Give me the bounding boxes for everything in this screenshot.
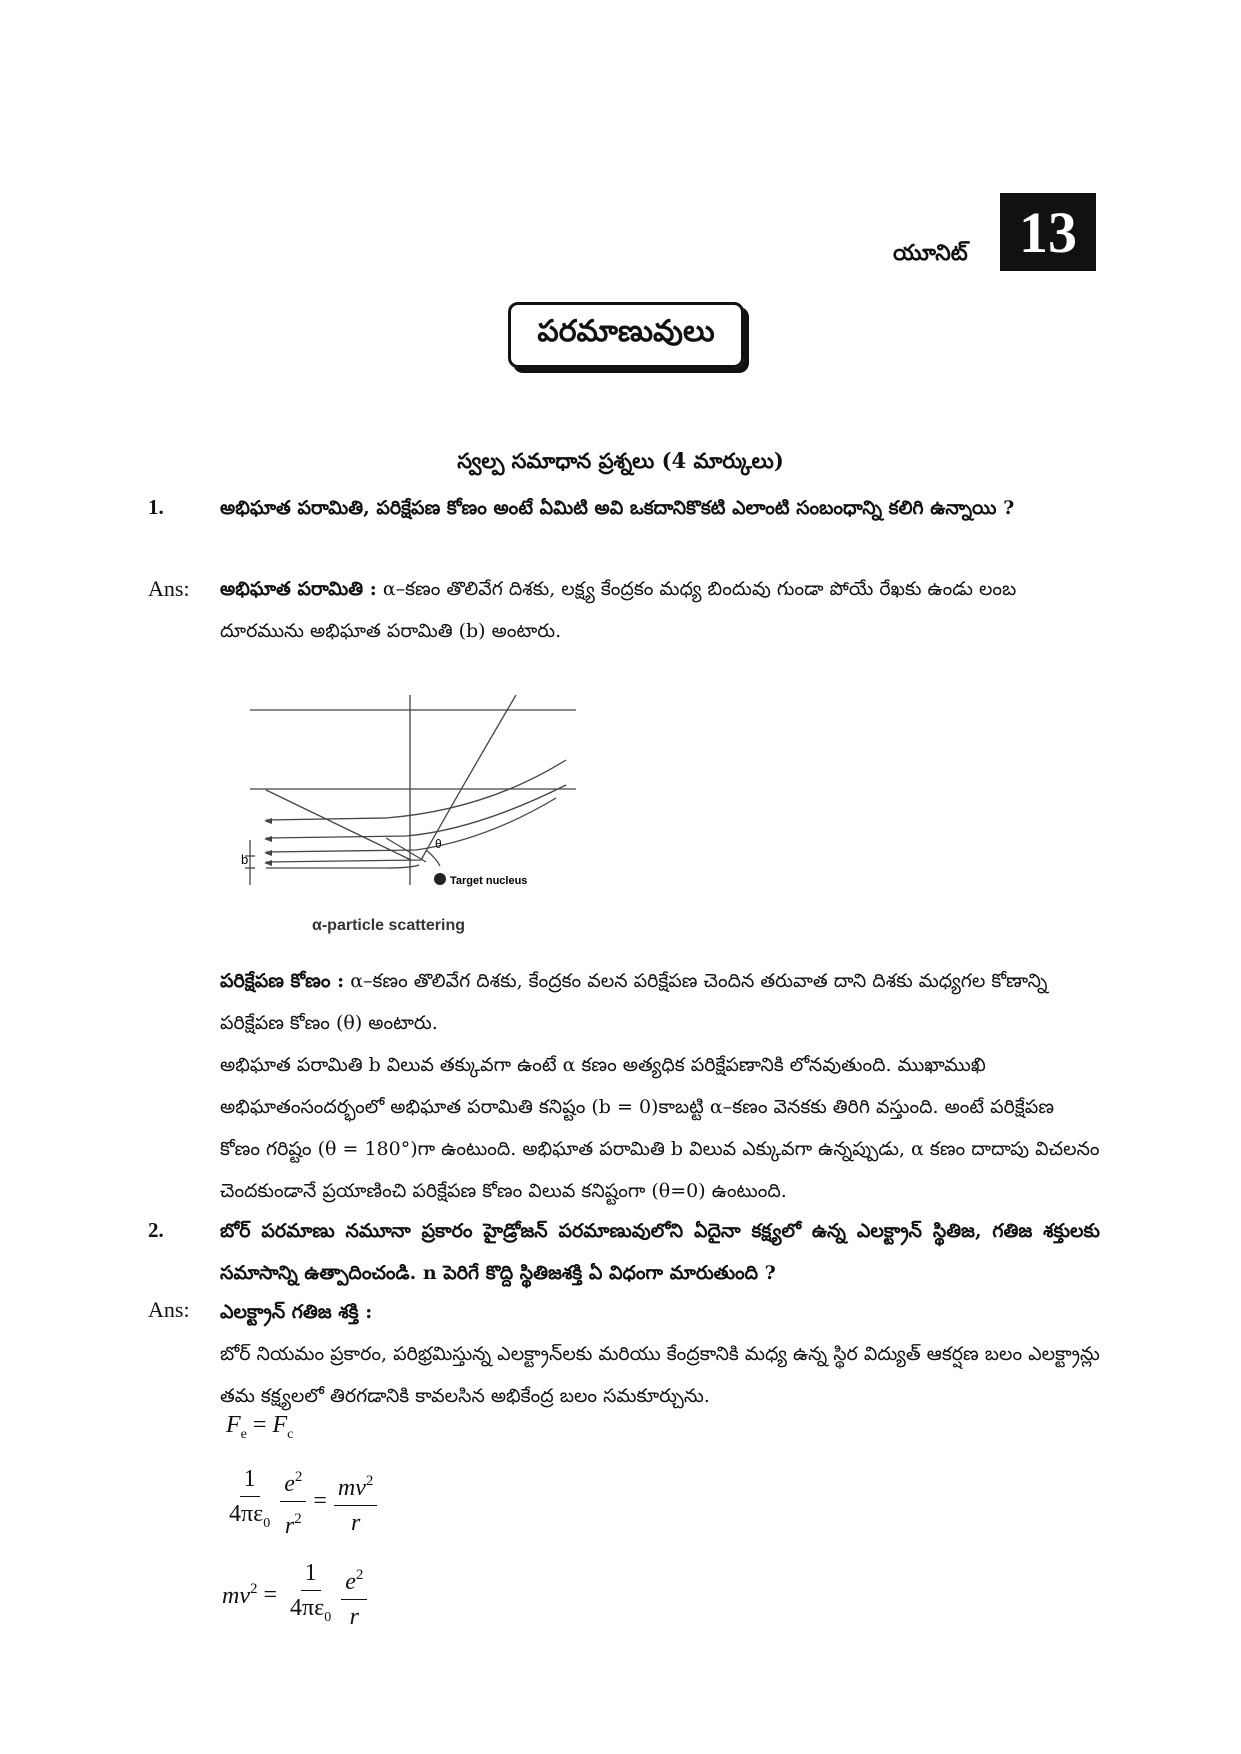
- question-1-text: అభిఘాత పరామితి, పరిక్షేపణ కోణం అంటే ఏమిటి అవి ఒకదానికొకటి ఎలాంటి సంబంధాన్ని కలిగి ఉన్నాయి ?: [220, 497, 1015, 519]
- trajectory-line: [266, 790, 411, 860]
- arrowhead: [264, 850, 272, 856]
- kinetic-energy-text: బోర్ నియమం ప్రకారం, పరిభ్రమిస్తున్న ఎలక్ట్రాన్‌లకు మరియు కేంద్రకానికి మధ్య ఉన్న స్థిర విద్యుత్ ఆకర్షణ బలం ఎలక్ట్రాన్లు తమ కక్ష్యలలో తిరగడానికి కావలసిన అభికేంద్ర బలం సమకూర్చును.: [220, 1343, 1100, 1407]
- chapter-title: పరమాణువులు: [508, 302, 744, 368]
- alpha-scattering-figure: [236, 690, 596, 940]
- section-heading: స్వల్ప సమాధాన ప్రశ్నలు (4 మార్కులు): [457, 448, 784, 473]
- figure-caption: α-particle scattering: [312, 917, 465, 934]
- question-2-text: బోర్ పరమాణు నమూనా ప్రకారం హైడ్రోజన్ పరమాణువులోని ఏదైనా కక్ష్యలో ఉన్న ఎలక్ట్రాన్ స్థితిజ, గతిజ శక్తులకు సమాసాన్ని ఉత్పాదించండి. n పెరిగే కొద్ది స్థితిజశక్తి ఏ విధంగా మారుతుంది ?: [220, 1220, 1100, 1284]
- impact-parameter-definition: α–కణం తొలివేగ దిశకు, లక్ష్య కేంద్రకం మధ్య బిందువు గుండా పోయే రేఖకు ఉండు లంబ దూరమును అభిఘాత పరామితి (b) అంటారు.: [220, 578, 1017, 642]
- target-nucleus-label: Target nucleus: [450, 875, 528, 887]
- trajectory-line: [266, 760, 566, 820]
- arrowhead: [264, 836, 272, 842]
- answer-1-impact: [220, 568, 1100, 652]
- scattering-angle-term: పరిక్షేపణ కోణం :: [220, 970, 345, 992]
- scattering-angle-definition: α–కణం తొలివేగ దిశకు, కేంద్రకం వలన పరిక్షేపణ చెందిన తరువాత దాని దిశకు మధ్యగల కోణాన్ని పరిక్షేపణ కోణం (θ) అంటారు.: [220, 970, 1048, 1034]
- arrowhead: [264, 818, 272, 824]
- answer-label-1: Ans:: [148, 576, 190, 601]
- b-label: b: [241, 852, 249, 867]
- target-nucleus-dot: [434, 873, 446, 885]
- answer-1-relation: అభిఘాత పరామితి b విలువ తక్కువగా ఉంటే α కణం అత్యధిక పరిక్షేపణానికి లోనవుతుంది. ముఖాముఖి అభిఘాతంసందర్భంలో అభిఘాత పరామితి కనిష్టం (b = 0)కాబట్టి α–కణం వెనకకు తిరిగి వస్తుంది. అంటే పరిక్షేపణ కోణం గరిష్టం (θ = 180°)గా ఉంటుంది. అభిఘాత పరామితి b విలువ ఎక్కువగా ఉన్నప్పుడు, α కణం దాదాపు విచలనం చెందకుండానే ప్రయాణించి పరిక్షేపణ కోణం విలువ కనిష్టంగా (θ=0) ఉంటుంది.: [220, 1054, 1100, 1202]
- arrowhead: [264, 860, 272, 866]
- unit-number-badge: 13: [1000, 193, 1096, 271]
- theta-label: θ: [435, 837, 442, 851]
- kinetic-energy-heading: ఎలక్ట్రాన్ గతిజ శక్తి :: [220, 1301, 373, 1323]
- trajectory-line: [266, 798, 556, 852]
- equation-2: $\frac{1}{4\pi\varepsilon_0}$ $\frac{e^2}{r^2}$ = $\frac{mv^2}{r}$: [222, 1460, 380, 1543]
- trajectory-line: [266, 865, 419, 868]
- unit-label: యూనిట్: [893, 240, 968, 266]
- answer-1-scattering-angle: [220, 960, 1100, 1044]
- question-number-2: 2.: [148, 1218, 164, 1242]
- answer-label-2: Ans:: [148, 1297, 190, 1322]
- impact-parameter-term: అభిఘాత పరామితి :: [220, 578, 377, 600]
- equation-3: $mv^2$ = $\frac{1}{4\pi\varepsilon_0}$ $\frac{e^2}{r}$: [222, 1556, 370, 1635]
- question-number-1: 1.: [148, 495, 164, 519]
- theta-arc: [426, 850, 440, 866]
- equation-1: $F_e = F_c$: [226, 1412, 294, 1442]
